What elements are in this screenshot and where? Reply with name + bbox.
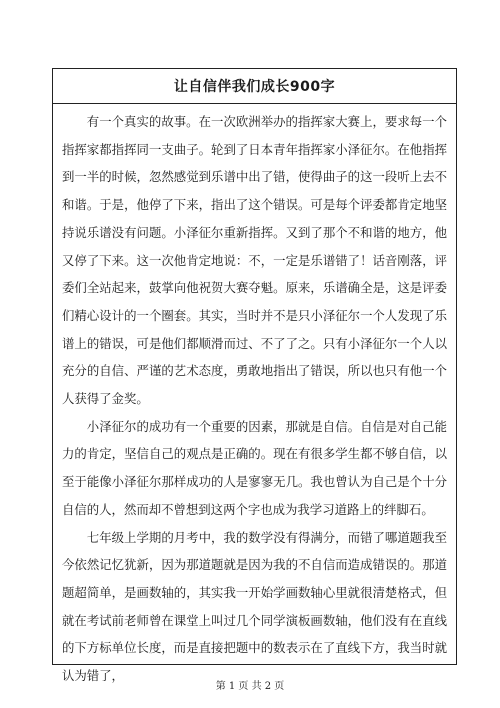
title-row: [53, 69, 456, 104]
essay-frame: [52, 68, 457, 684]
essay-title: 让自信伴我们成长900字: [173, 79, 336, 95]
paragraph-3: 七年级上学期的月考中，我的数学没有得满分，而错了哪道题我至今依然记忆犹新，因为那道题就是因为我的不自信而造成错误的。那道题超简单，是画数轴的，其实我一开始学画数轴心里就很清楚格式，但就在考试前老师曾在课堂上叫过几个同学演板画数轴，他们没有在直线的下方标单位长度，而是直接把题中的数表示在了直线下方，我当时就认为错了，: [62, 529, 447, 684]
page-number-footer: 第 1 页 共 2 页: [215, 681, 285, 692]
essay-body: [53, 104, 456, 690]
paragraph-2: 小泽征尔的成功有一个重要的因素，那就是自信。自信是对自己能力的肯定，坚信自己的观点是正确的。现在有很多学生都不够自信，以至于能像小泽征尔那样成功的人是寥寥无几。我也曾认为自己是个十分自信的人，然而却不曾想到这两个字也成为我学习道路上的绊脚石。: [62, 418, 447, 517]
paragraph-1: 有一个真实的故事。在一次欧洲举办的指挥家大赛上，要求每一个指挥家都指挥同一支曲子。轮到了日本青年指挥家小泽征尔。在他指挥到一半的时候，忽然感觉到乐谱中出了错，使得曲子的这一段听上去不和谐。于是，他停了下来，指出了这个错误。可是每个评委都肯定地坚持说乐谱没有问题。小泽征尔重新指挥。又到了那个不和谐的地方，他又停了下来。这一次他肯定地说：不，一定是乐谱错了！话音刚落，评委们全站起来，鼓掌向他祝贺大赛夺魁。原来，乐谱确全是，这是评委们精心设计的一个圈套。其实，当时并不是只小泽征尔一个人发现了乐谱上的错误，可是他们都顺滑而过、不了了之。只有小泽征尔一个人以充分的自信、严谨的艺术态度，勇敢地指出了错误，所以也只有他一个人获得了金奖。: [62, 114, 447, 407]
